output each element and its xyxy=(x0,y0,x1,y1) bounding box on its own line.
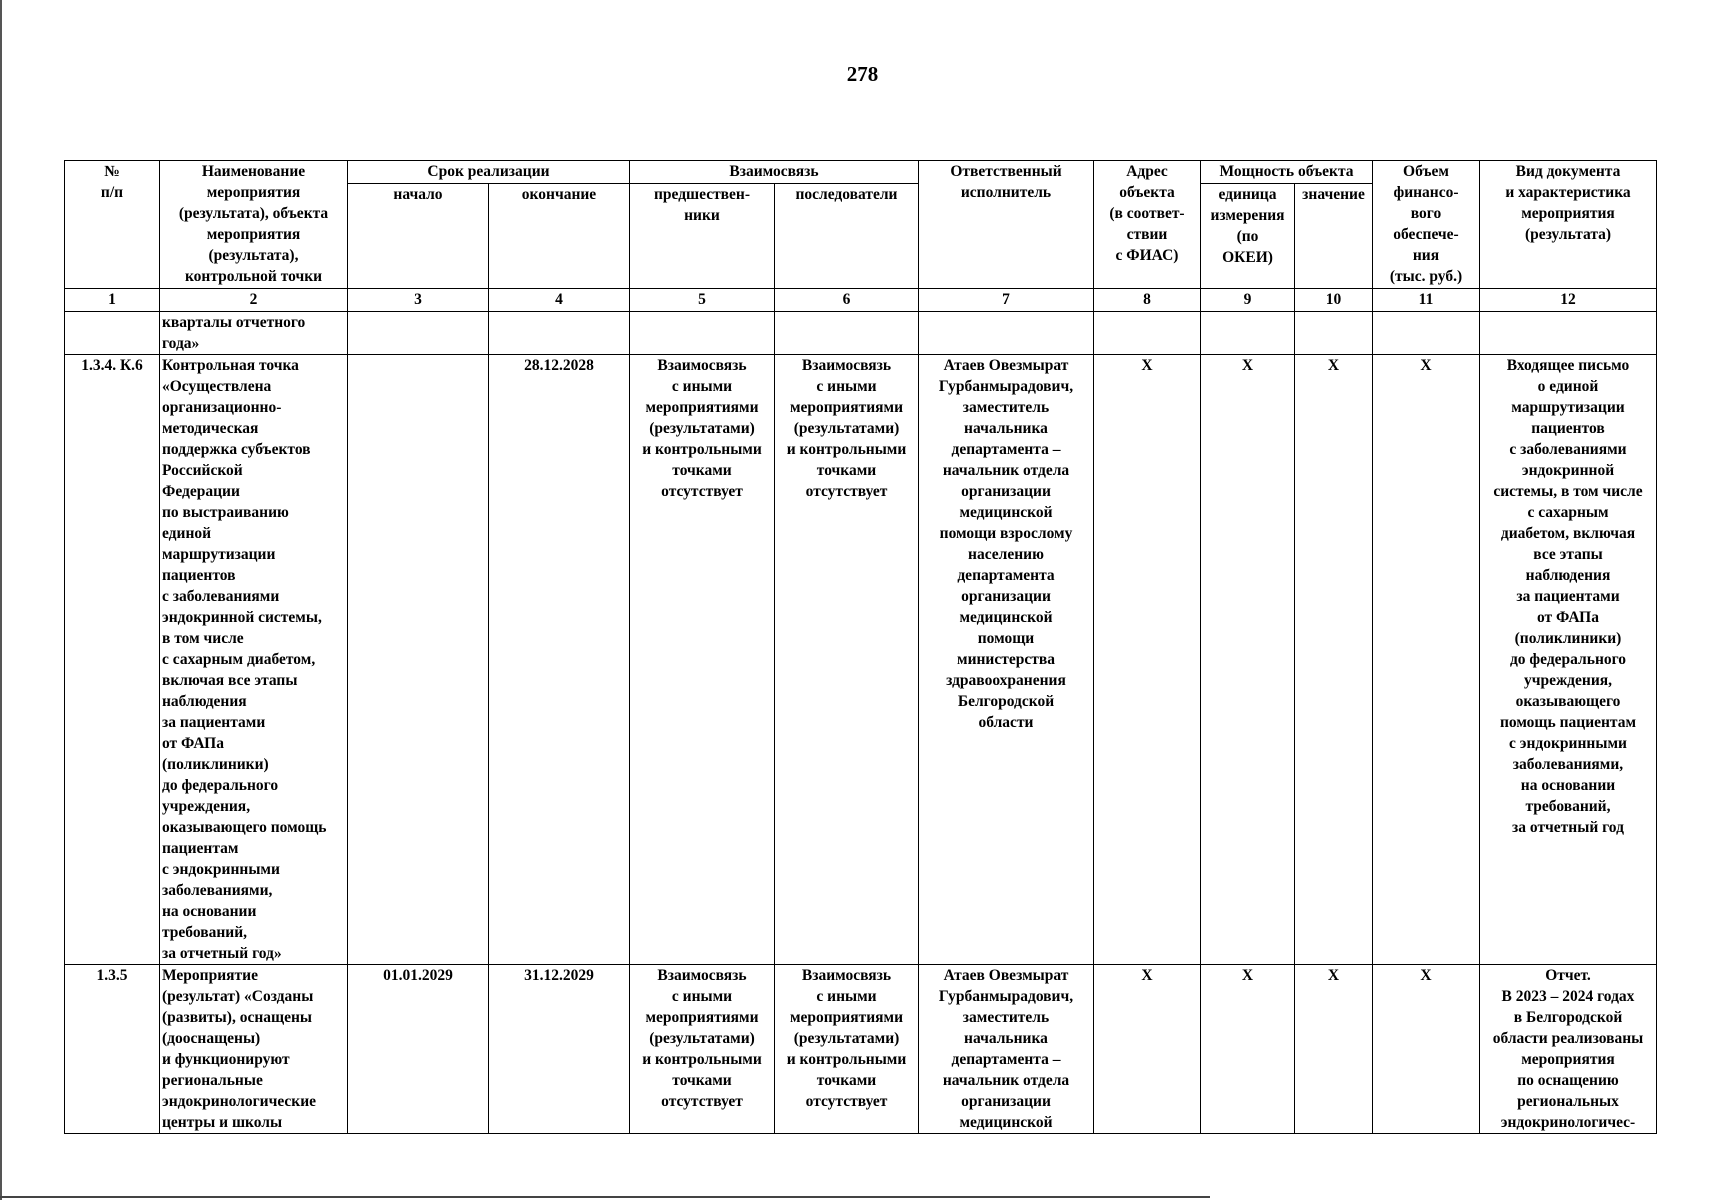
header-link-next: последователи xyxy=(775,184,919,289)
cell-finance: Х xyxy=(1373,355,1480,965)
column-number: 2 xyxy=(160,289,348,312)
cell-address xyxy=(1094,312,1201,355)
cell-unit xyxy=(1201,312,1295,355)
cell-start: 01.01.2029 xyxy=(348,965,489,1134)
column-number: 11 xyxy=(1373,289,1480,312)
cell-finance: Х xyxy=(1373,965,1480,1134)
cell-doc xyxy=(1480,312,1657,355)
cell-prev: Взаимосвязь с иными мероприятиями (результатами) и контрольными точками отсутствует xyxy=(630,355,775,965)
header-num: № п/п xyxy=(65,161,160,289)
column-number: 7 xyxy=(919,289,1094,312)
column-number: 1 xyxy=(65,289,160,312)
column-number: 4 xyxy=(489,289,630,312)
cell-num: 1.3.4. К.6 xyxy=(65,355,160,965)
cell-value: Х xyxy=(1295,355,1373,965)
cell-end: 31.12.2029 xyxy=(489,965,630,1134)
cell-value xyxy=(1295,312,1373,355)
header-link-prev: предшествен- ники xyxy=(630,184,775,289)
column-number-row xyxy=(65,289,1657,312)
cell-responsible xyxy=(919,312,1094,355)
cell-next: Взаимосвязь с иными мероприятиями (результатами) и контрольными точками отсутствует xyxy=(775,965,919,1134)
column-number: 3 xyxy=(348,289,489,312)
cell-value: Х xyxy=(1295,965,1373,1134)
page-bottom-edge xyxy=(0,1196,1210,1198)
table-row xyxy=(65,965,1657,1134)
table-row xyxy=(65,312,1657,355)
cell-name: кварталы отчетного года» xyxy=(160,312,348,355)
cell-num: 1.3.5 xyxy=(65,965,160,1134)
column-number: 10 xyxy=(1295,289,1373,312)
cell-end: 28.12.2028 xyxy=(489,355,630,965)
header-address: Адрес объекта (в соответ- ствии с ФИАС) xyxy=(1094,161,1201,289)
column-number: 8 xyxy=(1094,289,1201,312)
cell-prev: Взаимосвязь с иными мероприятиями (результатами) и контрольными точками отсутствует xyxy=(630,965,775,1134)
cell-start xyxy=(348,312,489,355)
page-number: 278 xyxy=(846,62,879,86)
cell-prev xyxy=(630,312,775,355)
cell-unit: Х xyxy=(1201,355,1295,965)
header-finance: Объем финансо- вого обеспече- ния (тыс. руб.) xyxy=(1373,161,1480,289)
column-number: 9 xyxy=(1201,289,1295,312)
cell-doc: Входящее письмо о единой маршрутизации пациентов с заболеваниями эндокринной системы, в том числе с сахарным диабетом, включая все этапы наблюдения за пациентами от ФАПа (поликлиники) до федерального учреждения, оказывающего помощь пациентам с эндокринными заболеваниями, на основании требований, за отчетный год xyxy=(1480,355,1657,965)
cell-address: Х xyxy=(1094,965,1201,1134)
header-link: Взаимосвязь xyxy=(630,161,919,184)
header-term-start: начало xyxy=(348,184,489,289)
header-term: Срок реализации xyxy=(348,161,630,184)
header-capacity-value: значение xyxy=(1295,184,1373,289)
cell-responsible: Атаев Овезмырат Гурбанмырадович, заместитель начальника департамента – начальник отдела организации медицинской помощи взрослому населению департамента организации медицинской помощи министерства здравоохранения Белгородской области xyxy=(919,355,1094,965)
header-row-1 xyxy=(65,161,1657,184)
cell-finance xyxy=(1373,312,1480,355)
cell-next xyxy=(775,312,919,355)
cell-responsible: Атаев Овезмырат Гурбанмырадович, заместитель начальника департамента – начальник отдела организации медицинской xyxy=(919,965,1094,1134)
cell-name: Мероприятие (результат) «Созданы (развиты), оснащены (дооснащены) и функционируют региональные эндокринологические центры и школы xyxy=(160,965,348,1134)
header-name: Наименование мероприятия (результата), объекта мероприятия (результата), контрольной точки xyxy=(160,161,348,289)
column-number: 12 xyxy=(1480,289,1657,312)
cell-num xyxy=(65,312,160,355)
header-capacity: Мощность объекта xyxy=(1201,161,1373,184)
header-term-end: окончание xyxy=(489,184,630,289)
cell-start xyxy=(348,355,489,965)
header-doc-type: Вид документа и характеристика мероприятия (результата) xyxy=(1480,161,1657,289)
header-capacity-unit: единица измерения (по ОКЕИ) xyxy=(1201,184,1295,289)
table-row xyxy=(65,355,1657,965)
cell-name: Контрольная точка «Осуществлена организационно- методическая поддержка субъектов Российской Федерации по выстраиванию единой маршрутизации пациентов с заболеваниями эндокринной системы, в том числе с сахарным диабетом, включая все этапы наблюдения за пациентами от ФАПа (поликлиники) до федерального учреждения, оказывающего помощь пациентам с эндокринными заболеваниями, на основании требований, за отчетный год» xyxy=(160,355,348,965)
cell-unit: Х xyxy=(1201,965,1295,1134)
cell-doc: Отчет. В 2023 – 2024 годах в Белгородской области реализованы мероприятия по оснащению региональных эндокринологичес- xyxy=(1480,965,1657,1134)
column-number: 5 xyxy=(630,289,775,312)
page-left-edge xyxy=(0,0,2,1200)
cell-address: Х xyxy=(1094,355,1201,965)
cell-next: Взаимосвязь с иными мероприятиями (результатами) и контрольными точками отсутствует xyxy=(775,355,919,965)
column-number: 6 xyxy=(775,289,919,312)
cell-end xyxy=(489,312,630,355)
header-responsible: Ответственный исполнитель xyxy=(919,161,1094,289)
plan-table xyxy=(64,160,1657,1134)
